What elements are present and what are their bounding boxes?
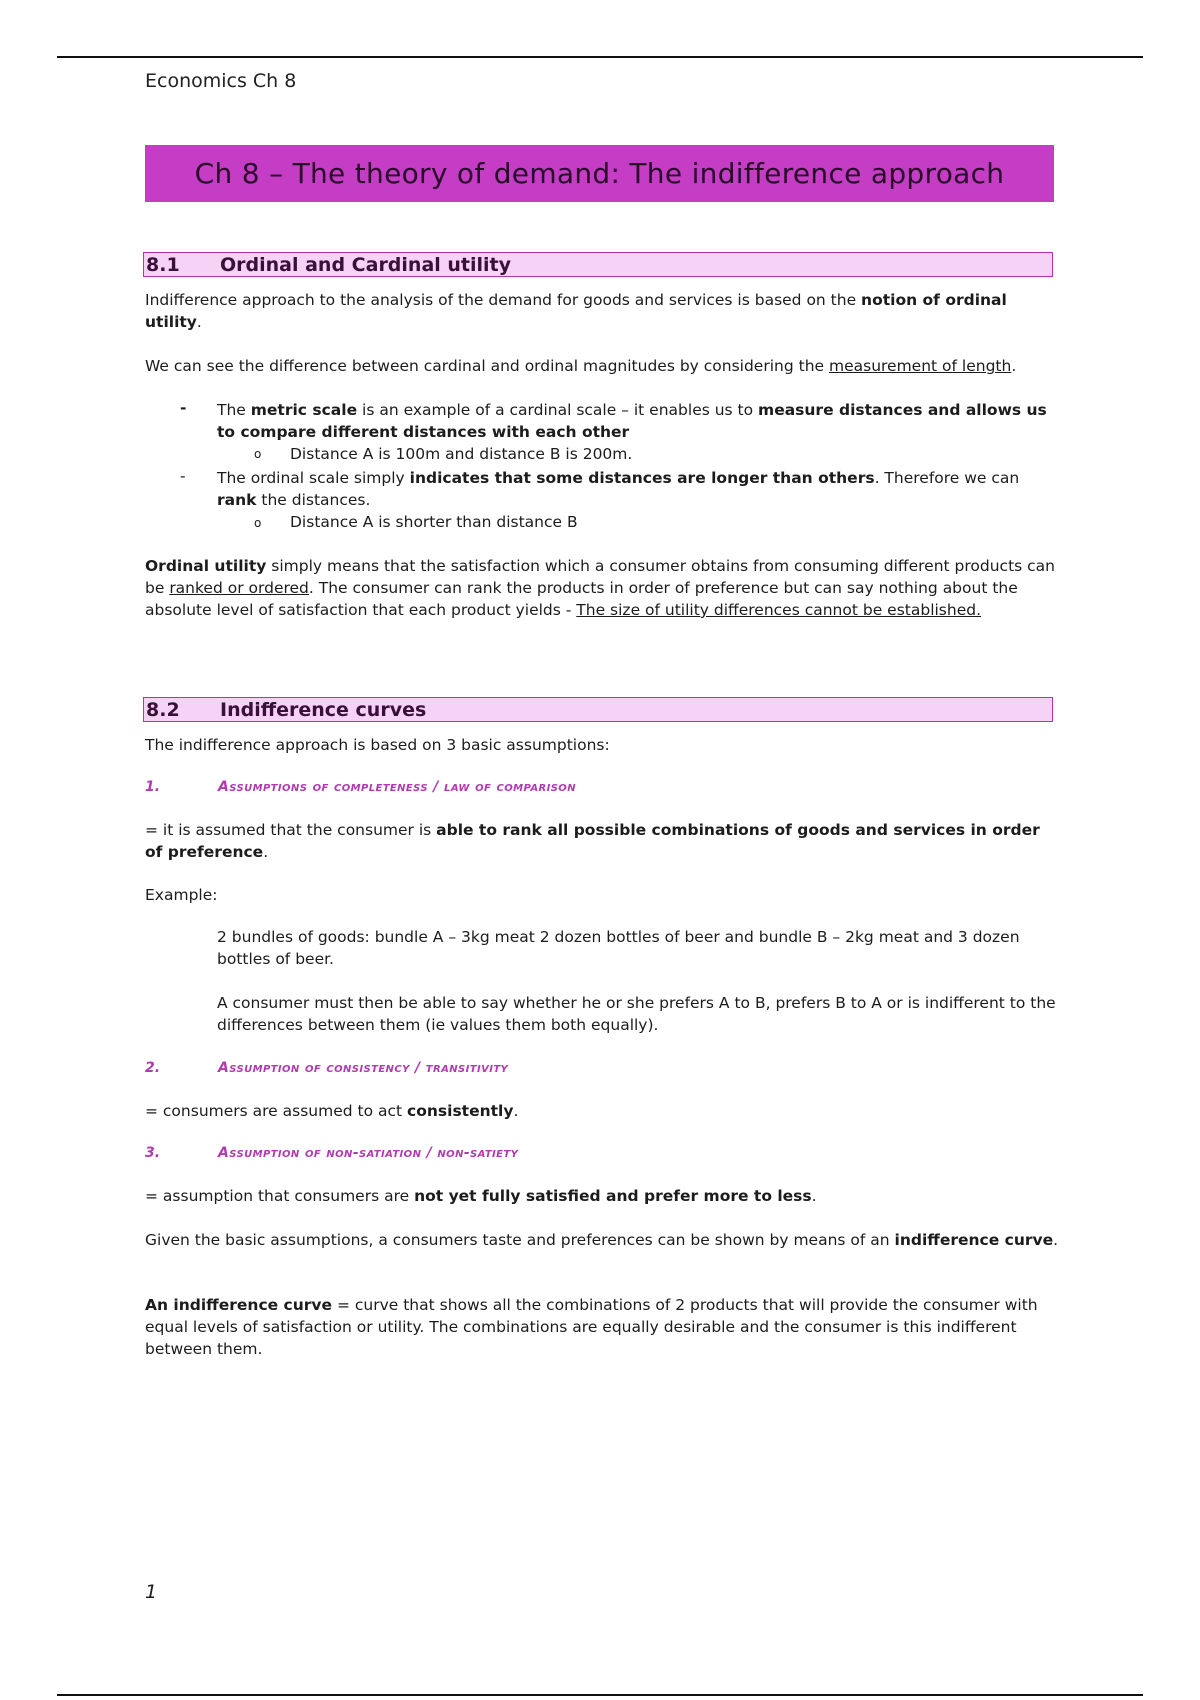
bullet-marker: - — [180, 467, 186, 485]
paragraph-measurement: We can see the difference between cardinal and ordinal magnitudes by considering the measurement of length. — [145, 357, 1017, 375]
assumption-heading-3: 3. Assumption of non-satiation / non-satiety — [145, 1145, 519, 1161]
section-title: Indifference curves — [220, 698, 427, 721]
bottom-rule — [57, 1694, 1143, 1696]
sub-bullet-marker: o — [254, 447, 262, 461]
section-heading-8-1 — [143, 252, 1053, 277]
assumption-heading-2: 2. Assumption of consistency / transitivity — [145, 1060, 509, 1076]
assumption-heading-1: 1. Assumptions of completeness / law of comparison — [145, 779, 576, 795]
example-bundles: 2 bundles of goods: bundle A – 3kg meat 2 dozen bottles of beer and bundle B – 2kg meat and 3 dozen bottles of beer. — [217, 928, 1020, 968]
top-rule — [57, 56, 1143, 58]
paragraph-ordinal-utility: Ordinal utility simply means that the satisfaction which a consumer obtains from consuming different products can be ranked or ordered. The consumer can rank the products in order of preference but can say nothing about the absolute level of satisfaction that each product yields - The size of utility differences cannot be established. — [145, 557, 1055, 619]
paragraph-non-satiation: = assumption that consumers are not yet fully satisfied and prefer more to less. — [145, 1187, 817, 1205]
paragraph-indifference-curve-definition: An indifference curve = curve that shows all the combinations of 2 products that will provide the consumer with equal levels of satisfaction or utility. The combinations are equally desirable and the consumer is this indifferent between them. — [145, 1296, 1038, 1358]
sub-bullet-cardinal-example: Distance A is 100m and distance B is 200m. — [290, 445, 633, 463]
paragraph-consistency: = consumers are assumed to act consistently. — [145, 1102, 519, 1120]
chapter-title — [145, 145, 1054, 202]
bullet-ordinal-scale: The ordinal scale simply indicates that some distances are longer than others. Therefore we can rank the distances. — [217, 469, 1020, 509]
paragraph-assumptions-intro: The indifference approach is based on 3 basic assumptions: — [145, 736, 610, 754]
bullet-marker: - — [180, 399, 187, 417]
section-number: 8.2 — [146, 698, 180, 721]
example-label: Example: — [145, 886, 218, 904]
sub-bullet-ordinal-example: Distance A is shorter than distance B — [290, 513, 578, 531]
paragraph-completeness: = it is assumed that the consumer is able to rank all possible combinations of goods and services in order of preference. — [145, 821, 1040, 861]
section-heading-8-2 — [143, 697, 1053, 722]
section-number: 8.1 — [146, 253, 180, 276]
section-title: Ordinal and Cardinal utility — [220, 253, 512, 276]
chapter-title-text: Ch 8 – The theory of demand: The indifference approach — [194, 157, 1005, 190]
paragraph-given-assumptions: Given the basic assumptions, a consumers taste and preferences can be shown by means of an indifference curve. — [145, 1231, 1059, 1249]
page-number: 1 — [145, 1581, 158, 1603]
example-preference: A consumer must then be able to say whether he or she prefers A to B, prefers B to A or is indifferent to the differences between them (ie values them both equally). — [217, 994, 1056, 1034]
bullet-metric-scale: The metric scale is an example of a cardinal scale – it enables us to measure distances and allows us to compare different distances with each other — [217, 401, 1047, 441]
running-header: Economics Ch 8 — [145, 70, 297, 92]
paragraph-ordinal-intro: Indifference approach to the analysis of the demand for goods and services is based on the notion of ordinal utility. — [145, 291, 1007, 331]
sub-bullet-marker: o — [254, 516, 262, 530]
